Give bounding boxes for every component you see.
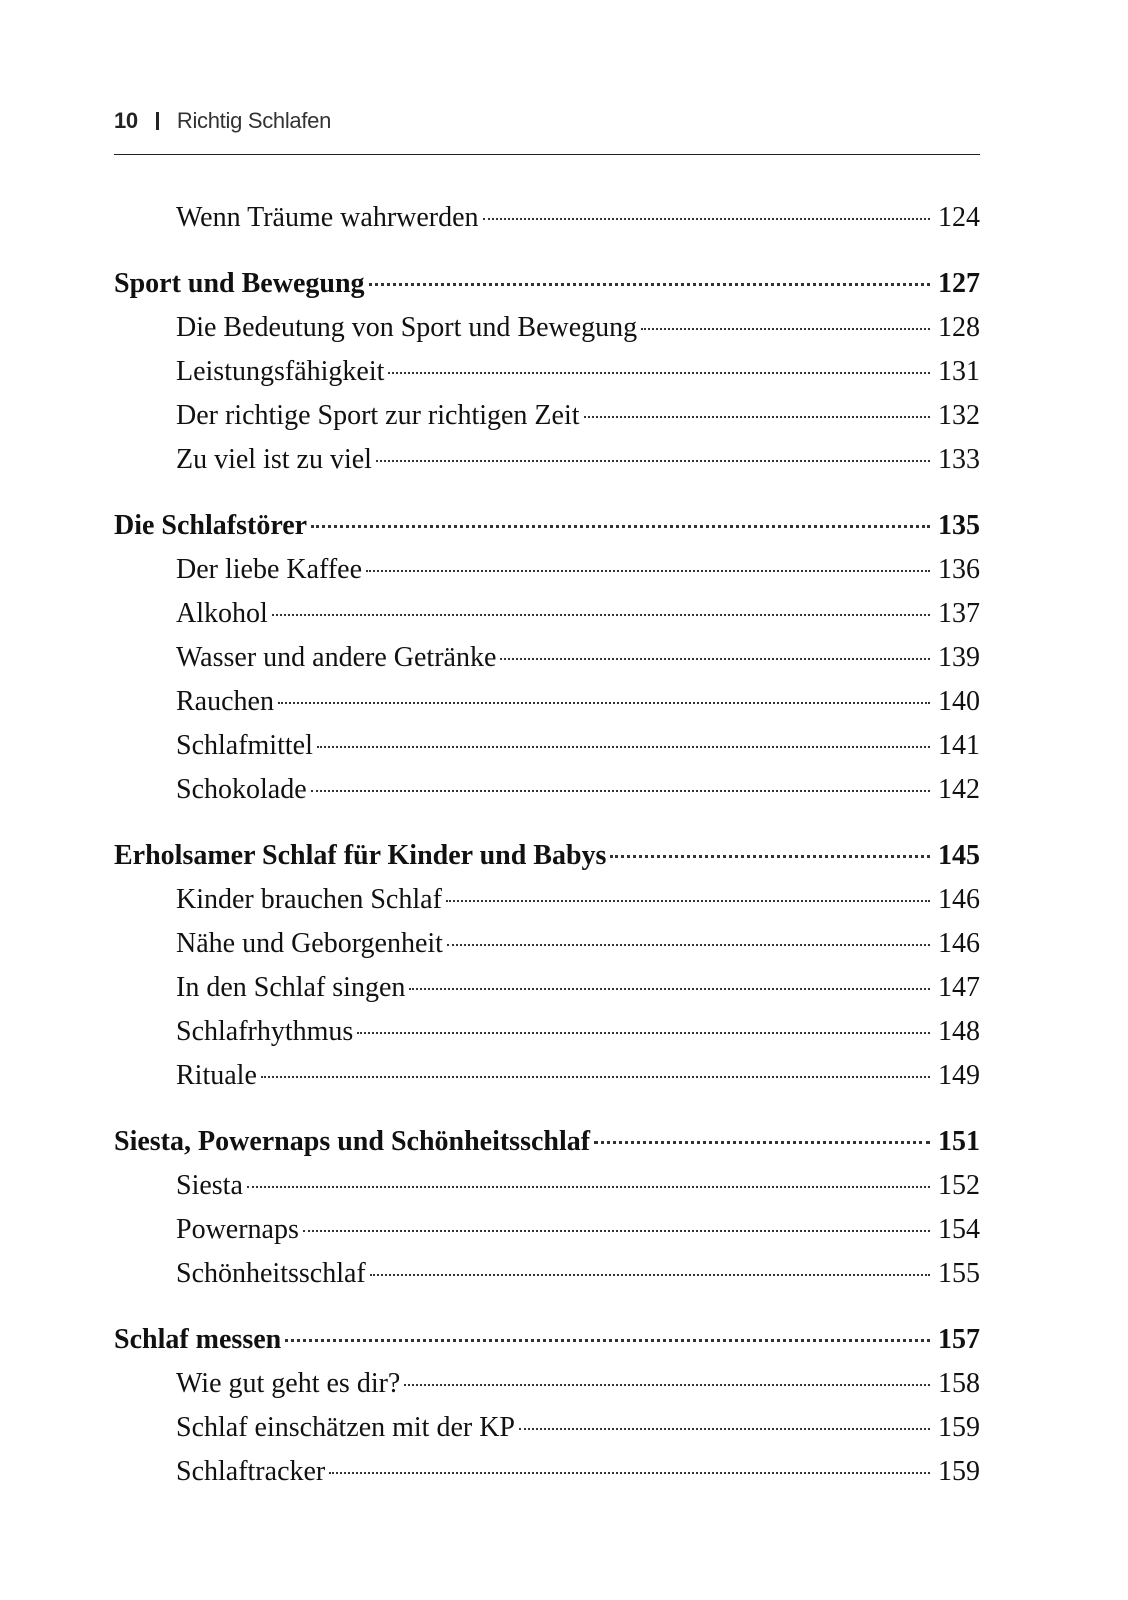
- dot-leader: [369, 283, 930, 286]
- toc-entry-page: 133: [938, 444, 980, 475]
- toc-section-entry: [114, 636, 980, 680]
- dot-leader: [404, 1384, 930, 1386]
- toc-entry-page: 147: [938, 972, 980, 1003]
- dot-leader: [447, 944, 930, 946]
- toc-entry-title: Erholsamer Schlaf für Kinder und Babys: [114, 840, 607, 871]
- table-of-contents: [114, 196, 980, 1494]
- toc-entry-title: Powernaps: [176, 1214, 299, 1245]
- dot-leader: [357, 1032, 930, 1034]
- toc-chapter-entry: [114, 504, 980, 548]
- toc-entry-page: 159: [938, 1456, 980, 1487]
- toc-entry-title: Schlafrhythmus: [176, 1016, 354, 1047]
- toc-entry-title: Der liebe Kaffee: [176, 554, 363, 585]
- toc-section-entry: [114, 680, 980, 724]
- dot-leader: [247, 1186, 930, 1188]
- toc-entry-page: 146: [938, 928, 980, 959]
- dot-leader: [317, 746, 930, 748]
- toc-entry-page: 155: [938, 1258, 980, 1289]
- toc-entry-title: Schokolade: [176, 774, 307, 805]
- toc-section-entry: [114, 350, 980, 394]
- toc-entry-page: 149: [938, 1060, 980, 1091]
- header-separator: [156, 112, 159, 130]
- toc-section-entry: [114, 1054, 980, 1098]
- toc-entry-title: Der richtige Sport zur richtigen Zeit: [176, 400, 580, 431]
- toc-chapter-entry: [114, 1318, 980, 1362]
- toc-entry-title: Wie gut geht es dir?: [176, 1368, 401, 1399]
- toc-entry-title: Schlaf messen: [114, 1324, 282, 1355]
- dot-leader: [285, 1339, 930, 1342]
- toc-section-entry: [114, 1010, 980, 1054]
- running-title: Richtig Schlafen: [176, 108, 332, 133]
- dot-leader: [610, 855, 930, 858]
- toc-entry-page: 127: [938, 268, 980, 299]
- toc-entry-page: 124: [938, 202, 980, 233]
- toc-section-entry: [114, 1164, 980, 1208]
- page-number: 10: [114, 108, 138, 133]
- toc-section-entry: [114, 1208, 980, 1252]
- toc-entry-page: 152: [938, 1170, 980, 1201]
- toc-entry-title: Sport und Bewegung: [114, 268, 365, 299]
- toc-section-entry: [114, 878, 980, 922]
- toc-section-entry: [114, 724, 980, 768]
- toc-section-entry: [114, 394, 980, 438]
- toc-section-entry: [114, 922, 980, 966]
- dot-leader: [272, 614, 930, 616]
- toc-section-entry: [114, 1362, 980, 1406]
- toc-section-entry: [114, 196, 980, 240]
- toc-section-entry: [114, 1252, 980, 1296]
- toc-entry-title: Wenn Träume wahrwerden: [176, 202, 479, 233]
- dot-leader: [370, 1274, 930, 1276]
- toc-chapter-entry: [114, 262, 980, 306]
- toc-entry-title: In den Schlaf singen: [176, 972, 406, 1003]
- toc-entry-page: 146: [938, 884, 980, 915]
- toc-chapter-entry: [114, 834, 980, 878]
- toc-entry-page: 136: [938, 554, 980, 585]
- toc-entry-page: 132: [938, 400, 980, 431]
- toc-entry-title: Kinder brauchen Schlaf: [176, 884, 442, 915]
- toc-entry-page: 148: [938, 1016, 980, 1047]
- dot-leader: [329, 1472, 930, 1474]
- toc-entry-page: 159: [938, 1412, 980, 1443]
- toc-entry-title: Alkohol: [176, 598, 268, 629]
- dot-leader: [303, 1230, 930, 1232]
- toc-entry-page: 158: [938, 1368, 980, 1399]
- toc-section-entry: [114, 1450, 980, 1494]
- toc-section-entry: [114, 1406, 980, 1450]
- toc-section-entry: [114, 966, 980, 1010]
- dot-leader: [311, 525, 930, 528]
- dot-leader: [641, 328, 930, 330]
- toc-entry-title: Die Schlafstörer: [114, 510, 308, 541]
- toc-entry-page: 154: [938, 1214, 980, 1245]
- toc-entry-page: 131: [938, 356, 980, 387]
- toc-entry-page: 137: [938, 598, 980, 629]
- toc-entry-title: Schönheitsschlaf: [176, 1258, 366, 1289]
- toc-entry-title: Rituale: [176, 1060, 257, 1091]
- toc-section-entry: [114, 592, 980, 636]
- toc-entry-page: 139: [938, 642, 980, 673]
- toc-section-entry: [114, 306, 980, 350]
- toc-entry-title: Wasser und andere Getränke: [176, 642, 497, 673]
- toc-entry-page: 140: [938, 686, 980, 717]
- toc-entry-title: Schlafmittel: [176, 730, 313, 761]
- dot-leader: [584, 416, 930, 418]
- page-header: [114, 108, 980, 155]
- toc-entry-page: 135: [938, 510, 980, 541]
- dot-leader: [519, 1428, 930, 1430]
- dot-leader: [594, 1141, 930, 1144]
- dot-leader: [500, 658, 930, 660]
- dot-leader: [483, 218, 930, 220]
- dot-leader: [409, 988, 930, 990]
- toc-entry-title: Nähe und Geborgenheit: [176, 928, 443, 959]
- toc-entry-page: 142: [938, 774, 980, 805]
- dot-leader: [376, 460, 930, 462]
- toc-entry-page: 151: [938, 1126, 980, 1157]
- dot-leader: [446, 900, 930, 902]
- toc-entry-page: 128: [938, 312, 980, 343]
- toc-entry-title: Schlaftracker: [176, 1456, 326, 1487]
- dot-leader: [261, 1076, 930, 1078]
- toc-entry-title: Siesta: [176, 1170, 243, 1201]
- toc-entry-title: Die Bedeutung von Sport und Bewegung: [176, 312, 638, 343]
- toc-entry-title: Schlaf einschätzen mit der KP: [176, 1412, 516, 1443]
- toc-chapter-entry: [114, 1120, 980, 1164]
- toc-section-entry: [114, 548, 980, 592]
- toc-entry-title: Rauchen: [176, 686, 274, 717]
- toc-section-entry: [114, 768, 980, 812]
- dot-leader: [366, 570, 930, 572]
- toc-entry-page: 157: [938, 1324, 980, 1355]
- toc-entry-title: Zu viel ist zu viel: [176, 444, 372, 475]
- toc-section-entry: [114, 438, 980, 482]
- toc-entry-title: Siesta, Powernaps und Schönheitsschlaf: [114, 1126, 591, 1157]
- dot-leader: [311, 790, 930, 792]
- toc-entry-page: 145: [938, 840, 980, 871]
- toc-entry-page: 141: [938, 730, 980, 761]
- dot-leader: [278, 702, 930, 704]
- toc-entry-title: Leistungsfähigkeit: [176, 356, 385, 387]
- dot-leader: [388, 372, 930, 374]
